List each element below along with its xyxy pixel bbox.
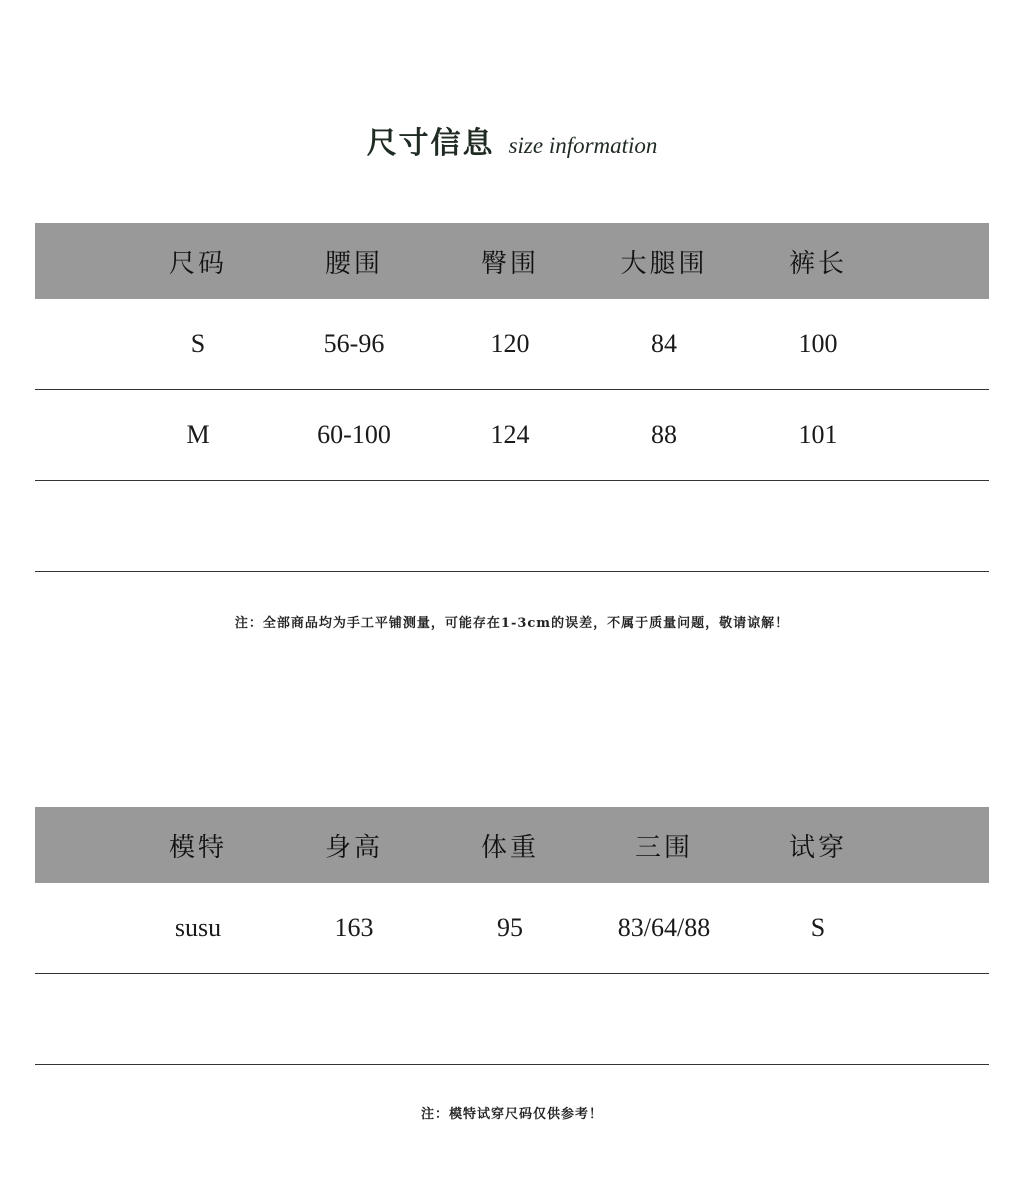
table-cell: 84 bbox=[651, 329, 677, 358]
header-waist: 腰围 bbox=[324, 248, 383, 279]
size-table bbox=[35, 223, 989, 572]
header-length: 裤长 bbox=[788, 248, 847, 279]
table-cell: 124 bbox=[490, 420, 530, 449]
table-cell: susu bbox=[174, 913, 222, 942]
table-cell: 163 bbox=[334, 913, 374, 942]
table-cell: 56-96 bbox=[323, 329, 385, 358]
table-cell: S bbox=[190, 329, 206, 358]
size-table-header bbox=[35, 223, 989, 299]
table-cell: S bbox=[810, 913, 826, 942]
header-thigh: 大腿围 bbox=[620, 248, 708, 279]
table-row bbox=[35, 883, 989, 974]
table-row-empty bbox=[35, 481, 989, 572]
table-row bbox=[35, 299, 989, 390]
table-row bbox=[35, 390, 989, 481]
size-note: 注：全部商品均为手工平铺测量，可能存在1-3cm的误差，不属于质量问题，敬请谅解！ bbox=[234, 616, 790, 631]
table-cell: 95 bbox=[497, 913, 523, 942]
header-model: 模特 bbox=[168, 832, 227, 863]
model-note: 注：模特试穿尺码仅供参考！ bbox=[420, 1107, 603, 1122]
header-measurements: 三围 bbox=[634, 832, 693, 863]
page-title bbox=[0, 118, 1024, 162]
model-table bbox=[35, 807, 989, 1065]
table-row-empty bbox=[35, 974, 989, 1065]
header-hip: 臀围 bbox=[480, 248, 539, 279]
table-cell: 120 bbox=[490, 329, 530, 358]
header-weight: 体重 bbox=[480, 832, 539, 863]
title-english: size information bbox=[508, 133, 658, 158]
header-fitting: 试穿 bbox=[788, 832, 847, 863]
table-cell: 60-100 bbox=[317, 420, 391, 449]
model-table-header bbox=[35, 807, 989, 883]
table-cell: 101 bbox=[798, 420, 838, 449]
header-height: 身高 bbox=[324, 832, 383, 863]
table-cell: 88 bbox=[651, 420, 677, 449]
header-size: 尺码 bbox=[168, 248, 227, 279]
title-chinese: 尺寸信息 bbox=[366, 126, 495, 161]
table-cell: 100 bbox=[798, 329, 838, 358]
table-cell: 83/64/88 bbox=[617, 913, 711, 942]
table-cell: M bbox=[186, 420, 210, 449]
